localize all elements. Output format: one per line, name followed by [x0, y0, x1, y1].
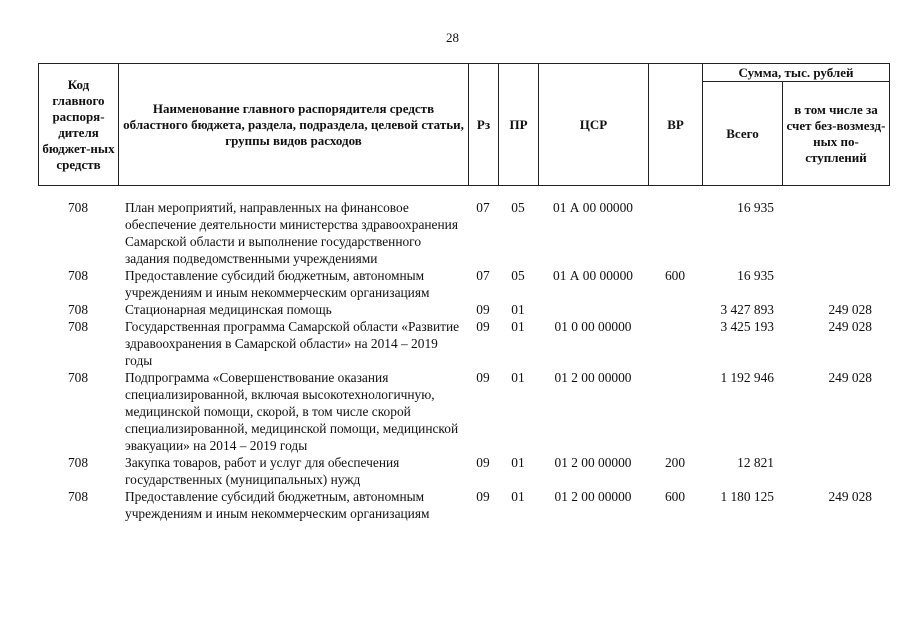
table-row [38, 199, 889, 267]
cell-vr [648, 369, 702, 454]
cell-csr: 01 2 00 00000 [554, 489, 632, 504]
cell-total: 12 821 [737, 455, 774, 470]
cell-rz: 09 [476, 370, 490, 385]
cell-pr: 01 [511, 455, 525, 470]
table-row [38, 267, 889, 301]
page-number: 28 [446, 30, 459, 45]
cell-vr: 200 [664, 455, 686, 470]
cell-name: Подпрограмма «Совершенствование оказания специализированной, включая высокотехнологичную, медицинской помощи, скорой, в том числе скорой специализированной, медицинской помощи, медицинской эвакуации» на 2014 – 2019 годы [125, 370, 459, 453]
header-code: Код главного распоря-дителя бюджет-ных средств [39, 64, 119, 186]
cell-total: 3 427 893 [720, 302, 774, 317]
cell-pr: 01 [511, 370, 525, 385]
header-name: Наименование главного распорядителя средств областного бюджета, раздела, подраздела, целевой статьи, группы видов расходов [119, 64, 469, 186]
cell-pr: 05 [511, 200, 525, 215]
cell-vr [648, 199, 702, 267]
cell-csr: 01 2 00 00000 [554, 455, 632, 470]
table-row [38, 369, 889, 454]
table-row [38, 488, 889, 522]
header-sum: Сумма, тыс. рублей [703, 64, 890, 82]
cell-name: Предоставление субсидий бюджетным, автономным учреждениям и иным некоммерческим организациям [125, 268, 430, 300]
header-pr: ПР [499, 64, 539, 186]
cell-vr: 600 [664, 268, 686, 283]
cell-name: Закупка товаров, работ и услуг для обеспечения государственных (муниципальных) нужд [125, 455, 400, 487]
table-row [38, 318, 889, 369]
cell-code: 708 [67, 302, 89, 317]
cell-code: 708 [67, 370, 89, 385]
table-header [38, 63, 890, 186]
cell-vr: 600 [664, 489, 686, 504]
cell-code: 708 [67, 200, 89, 215]
cell-pr: 01 [511, 302, 525, 317]
header-vr: ВР [649, 64, 703, 186]
cell-rz: 09 [476, 319, 490, 334]
cell-total: 3 425 193 [720, 319, 774, 334]
cell-vr [648, 318, 702, 369]
cell-free: 249 028 [828, 319, 872, 334]
cell-csr: 01 2 00 00000 [554, 370, 632, 385]
cell-rz: 09 [476, 489, 490, 504]
cell-rz: 09 [476, 302, 490, 317]
cell-csr [538, 301, 648, 318]
table-row [38, 454, 889, 488]
cell-name: План мероприятий, направленных на финансовое обеспечение деятельности министерства здравоохранения Самарской области и выполнение государственного задания подведомственными учреждениями [125, 200, 458, 266]
cell-pr: 01 [511, 489, 525, 504]
cell-free: 249 028 [828, 370, 872, 385]
cell-pr: 05 [511, 268, 525, 283]
cell-code: 708 [67, 268, 89, 283]
cell-csr: 01 А 00 00000 [553, 200, 633, 215]
cell-free: 249 028 [828, 489, 872, 504]
cell-code: 708 [67, 455, 89, 470]
header-free: в том числе за счет без-возмезд-ных по-ступлений [783, 82, 890, 186]
cell-name: Предоставление субсидий бюджетным, автономным учреждениям и иным некоммерческим организациям [125, 489, 430, 521]
table-body [38, 199, 889, 522]
cell-rz: 09 [476, 455, 490, 470]
cell-name: Стационарная медицинская помощь [125, 302, 332, 317]
cell-free: 249 028 [828, 302, 872, 317]
header-total: Всего [703, 82, 783, 186]
cell-free [782, 199, 889, 267]
cell-free [782, 267, 889, 301]
cell-code: 708 [67, 319, 89, 334]
cell-csr: 01 А 00 00000 [553, 268, 633, 283]
cell-total: 16 935 [737, 268, 774, 283]
cell-rz: 07 [476, 200, 490, 215]
cell-free [782, 454, 889, 488]
cell-code: 708 [67, 489, 89, 504]
cell-pr: 01 [511, 319, 525, 334]
cell-vr [648, 301, 702, 318]
table-row [38, 301, 889, 318]
cell-total: 1 192 946 [720, 370, 774, 385]
cell-name: Государственная программа Самарской области «Развитие здравоохранения в Самарской области» на 2014 – 2019 годы [125, 319, 460, 368]
cell-csr: 01 0 00 00000 [554, 319, 632, 334]
cell-rz: 07 [476, 268, 490, 283]
header-rz: Рз [469, 64, 499, 186]
cell-total: 16 935 [737, 200, 774, 215]
cell-total: 1 180 125 [720, 489, 774, 504]
header-csr: ЦСР [539, 64, 649, 186]
